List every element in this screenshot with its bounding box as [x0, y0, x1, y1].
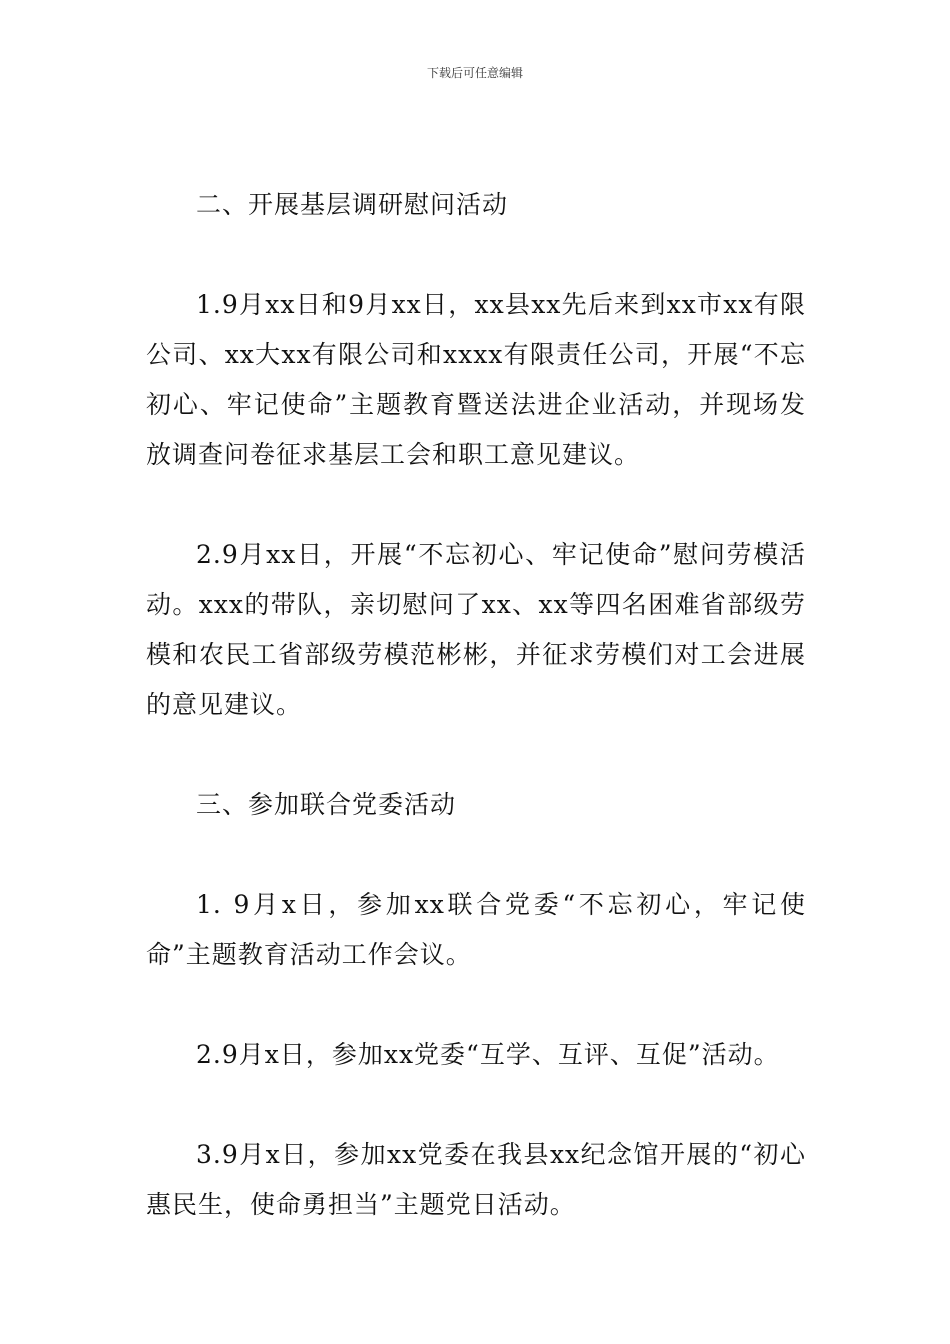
paragraph-s2-item-1: 1.9月xx日和9月xx日，xx县xx先后来到xx市xx有限公司、xx大xx有限公司和xxxx有限责任公司，开展“不忘初心、牢记使命”主题教育暨送法进企业活动，并现场发放调查问卷征求基层工会和职工意见建议。	[146, 290, 806, 469]
section-heading-3: 三、参加联合党委活动	[196, 790, 457, 819]
paragraph-s3-item-3: 3.9月x日，参加xx党委在我县xx纪念馆开展的“初心惠民生，使命勇担当”主题党日活动。	[146, 1140, 806, 1219]
page-header-note: 下载后可任意编辑	[426, 66, 523, 80]
paragraph-s3-item-2: 2.9月x日，参加xx党委“互学、互评、互促”活动。	[196, 1040, 780, 1069]
paragraph-s2-item-2: 2.9月xx日，开展“不忘初心、牢记使命”慰问劳模活动。xxx的带队，亲切慰问了xx、xx等四名困难省部级劳模和农民工省部级劳模范彬彬，并征求劳模们对工会进展的意见建议。	[146, 540, 806, 719]
section-heading-2: 二、开展基层调研慰问活动	[196, 190, 509, 219]
paragraph-s3-item-1: 1. 9月x日，参加xx联合党委“不忘初心，牢记使命”主题教育活动工作会议。	[146, 890, 806, 969]
document-body	[146, 180, 806, 1230]
